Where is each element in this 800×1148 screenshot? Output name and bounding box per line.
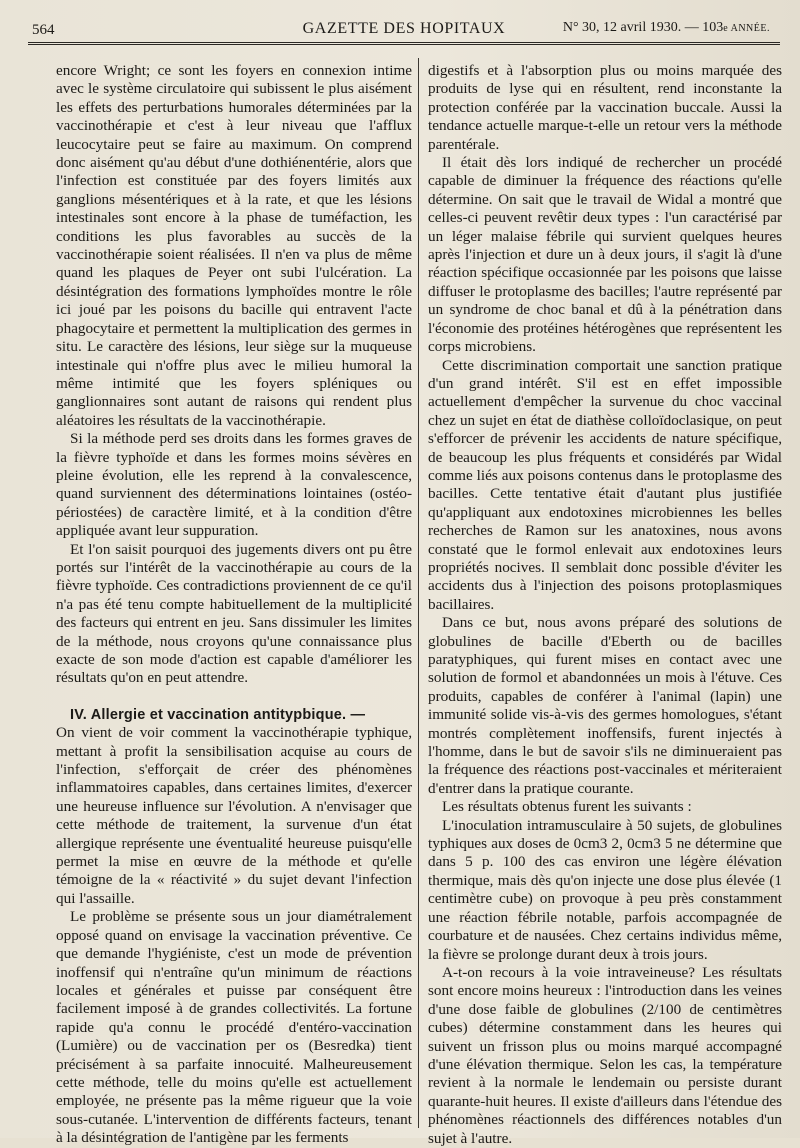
right-paragraph-5: Les résultats obtenus furent les suivants : bbox=[442, 798, 692, 816]
left-paragraph-3: Et l'on saisit pourquoi des jugements divers ont pu être portés sur l'intérêt de la vaccinothérapie au cours de la fièvre typhoïde. Ces contradictions proviennent de ce qu'il n'a pas été tenu compte habituellement de la multiplicité des facteurs qui entrent en jeu. Sans dissimuler les limites de la méthode, nous croyons qu'une connaissance plus exacte de son mode d'action est capable d'améliorer les résultats qu'on en peut attendre. bbox=[56, 540, 412, 687]
issue-info bbox=[563, 20, 770, 36]
right-paragraph-1: digestifs et à l'absorption plus ou moins marquée des produits de lyse qui en résultent, rend inconstante la protection conférée par la vaccination buccale. Aussi la tendance actuelle marque-t-elle un retour vers la méthode parentérale. bbox=[428, 62, 782, 153]
section-heading: IV. Allergie et vaccination antitypbique. — bbox=[70, 706, 366, 723]
right-paragraph-4: Dans ce but, nous avons préparé des solutions de globulines de bacille d'Eberth ou de bacilles paratyphiques, qui furent mises en contact avec une solution de formol et abandonnées un mois à l'étuve. Ces produits, capables de conférer à l'animal (lapin) une immunité solide vis-à-vis des germes homologues, s'étant montrés complètement inoffensifs, furent injectés à l'homme, dans le but de savoir s'ils ne diminueraient pas la fréquence des réactions post-vaccinales et mériteraient d'entrer dans la pratique courante. bbox=[428, 614, 782, 797]
right-paragraph-2: Il était dès lors indiqué de rechercher un procédé capable de diminuer la fréquence des réactions qu'elle détermine. On sait que le travail de Widal a montré que celles-ci peuvent revêtir deux types : l'un caractérisé par un léger malaise fébrile qui survient quelques heures après l'injection et dure un à deux jours, il s'agit là d'une réaction spécifique occasionnée par les poisons que laisse diffuser le protoplasme des bacilles; l'autre représenté par un syndrome de choc banal et dû à la pénétration dans l'économie des protéines hétérogènes que représentent les corps microbiens. bbox=[428, 154, 782, 356]
right-paragraph-3: Cette discrimination comportait une sanction pratique d'un grand intérêt. S'il est en effet impossible actuellement d'empêcher la survenue du choc vaccinal chez un sujet en état de diathèse colloïdoclasique, on peut s'efforcer de prévenir les accidents de nature spécifique, de beaucoup les plus fréquents et considérés par Widal comme liés aux poisons contenus dans le protoplasme des bacilles. Cette tentative était d'autant plus justifiée qu'appliquant aux endotoxines microbiennes les belles recherches de Ramon sur les anatoxines, nous avons constaté que le formol enlevait aux endotoxines leurs propriétés nocives. Il semblait donc possible d'éviter les accidents dus à l'injection des poisons protoplasmiques bacillaires. bbox=[428, 356, 782, 613]
issue-date: N° 30, 12 avril 1930. — 103 bbox=[562, 20, 724, 35]
right-paragraph-6: L'inoculation intramusculaire à 50 sujets, de globulines typhiques aux doses de 0cm3 2, 0cm3 5 ne détermine que dans 5 p. 100 des cas environ une légère élévation thermique, mais dès qu'on injecte une dose plus élevée (1 centimètre cube) on provoque à peu près constamment une réaction fébrile notable, parfois accompagnée de courbature et de nausées. Chez certains individus même, la fièvre se prolonge durant deux à trois jours. bbox=[428, 816, 782, 963]
page-number: 564 bbox=[32, 22, 55, 38]
left-paragraph-2: Si la méthode perd ses droits dans les formes graves de la fièvre typhoïde et dans les formes moins sévères en pleine évolution, elle les reprend à la convalescence, quand surviennent des déterminations lointaines (ostéo-périostées) de caractère limité, et à la condition d'être appliquée avant leur suppuration. bbox=[56, 430, 412, 540]
left-column bbox=[56, 62, 412, 1148]
column-divider bbox=[418, 58, 419, 1128]
right-paragraph-7: A-t-on recours à la voie intraveineuse? Les résultats sont encore moins heureux : l'introduction dans les veines d'une dose faible de globulines (2/100 de centimètres cubes) détermine constamment dans les heures qui suivent un frisson plus ou moins marqué accompagné d'une élévation thermique. Selon les cas, la température revient à la normale le lendemain ou persiste durant quarante-huit heures. Il existe d'ailleurs dans l'étendue des phénomènes réactionnels des différences notables d'un sujet à l'autre. bbox=[428, 963, 782, 1147]
issue-year-suffix: e ANNÉE. bbox=[723, 23, 770, 34]
right-column bbox=[428, 62, 782, 1148]
section-heading-paragraph bbox=[56, 706, 412, 724]
page-header bbox=[28, 16, 780, 45]
publication-title: GAZETTE DES HOPITAUX bbox=[302, 20, 506, 37]
left-paragraph-5: Le problème se présente sous un jour diamétralement opposé quand on envisage la vaccination préventive. Ce que demande l'hygiéniste, c'est un mode de prévention inoffensif qui n'entraîne qu'un minimum de réactions locales et générales et puisse par conséquent être facilement imposé à de grandes collectivités. La fortune rapide qu'a connu le procédé d'entéro-vaccination (Lumière) ou de vaccination per os (Besredka) tient précisément à sa parfaite innocuité. Malheureusement cette méthode, telle du moins qu'elle est actuellement employée, ne présente pas la même rigueur que la voie sous-cutanée. L'intervention de différents facteurs, tenant à la désintégration de l'antigène par les ferments bbox=[56, 908, 412, 1147]
left-paragraph-1: encore Wright; ce sont les foyers en connexion intime avec le système circulatoire qui subissent le plus aisément les effets des perturbations humorales déterminées par la vaccinothérapie et c'est à leur niveau que l'afflux leucocytaire peut se faire au maximum. On comprend donc aisément qu'au début d'une dothiénentérie, alors que l'infection est constituée par des foyers limités aux ganglions mésentériques et à la rate, et que les lésions intestinales sont encore à la phase de tuméfaction, les conditions les plus favorables au succès de la vaccinothérapie soient réalisées. Il n'en va plus de même quand les plaques de Peyer ont subi l'ulcération. La désintégration des formations lymphoïdes montre le rôle ici joué par les poisons du bacille qui entravent l'acte phagocytaire et permettent la multiplication des germes in situ. Le caractère des lésions, leur siège sur la muqueuse intestinale qui n'offre plus avec le milieu humoral la même intimité que les foyers spléniques ou ganglionnaires sont autant de raisons qui rendent plus aléatoires les résultats de la vaccinothérapie. bbox=[56, 62, 412, 429]
section-gap bbox=[56, 688, 412, 706]
left-paragraph-4: On vient de voir comment la vaccinothérapie typhique, mettant à profit la sensibilisation acquise au cours de l'infection, s'efforçait de créer des phénomènes inflammatoires capables, dans certaines limites, d'exercer une heureuse influence sur l'évolution. A n'envisager que cette méthode de traitement, la survenue d'un état allergique représente une éventualité heureuse puisqu'elle permet la mise en œuvre de la méthode et qu'elle témoigne de la « réactivité » du sujet devant l'infection qui l'assaille. bbox=[56, 724, 412, 907]
